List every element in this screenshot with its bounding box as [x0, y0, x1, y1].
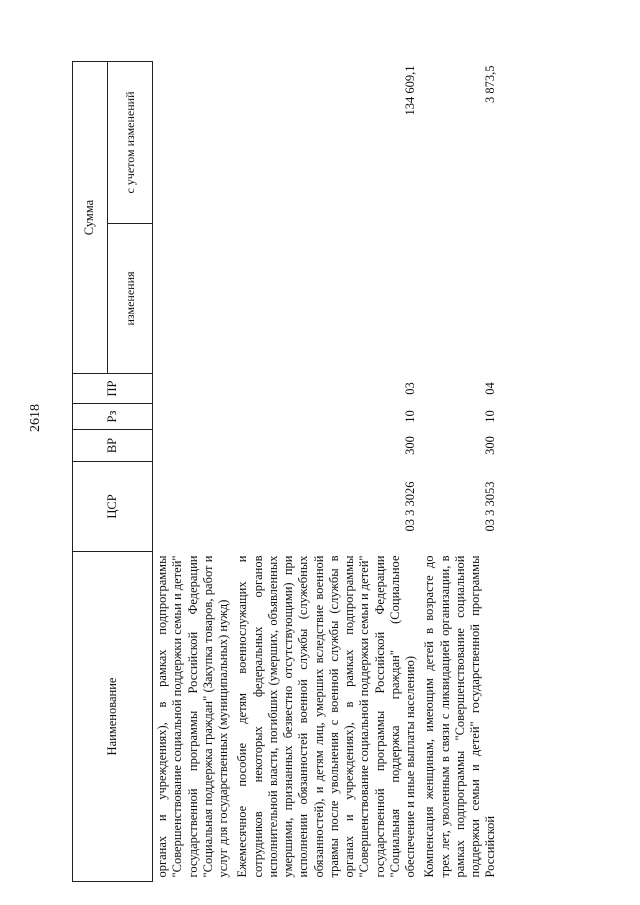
- header-csr: ЦСР: [73, 462, 153, 552]
- row-vr: 300: [483, 436, 498, 455]
- row-rz: 10: [483, 410, 498, 423]
- row-with-changes: [153, 62, 234, 224]
- page-number: 2618: [28, 404, 43, 432]
- table-row: [420, 62, 500, 882]
- row-csr: [153, 462, 234, 552]
- row-name: органах и учреждениях), в рамках подпрограммы "Совершенствование социальной поддержки семьи и детей" государственной программы Российской Федерации "Социальная поддержка граждан" (Закупка товаров, работ и услуг для государственных (муниципальных) нужд): [155, 555, 230, 878]
- header-with-changes: с учетом изменений: [108, 62, 153, 224]
- row-csr: 03 3 3053: [483, 481, 498, 532]
- row-pr: 04: [483, 382, 498, 395]
- row-pr: [153, 374, 234, 404]
- row-changes: [233, 224, 420, 374]
- row-rz: [153, 404, 234, 430]
- budget-sheet: [72, 62, 602, 882]
- header-name: Наименование: [73, 552, 153, 882]
- header-vr: ВР: [73, 430, 153, 462]
- row-name: Ежемесячное пособие детям военнослужащих и сотрудников некоторых федеральных органов исполнительной власти, погибших (умерших, объявленных умершими, признанных безвестно отсутствующими) при исполнении обязанностей военной службы (служебных обязанностей), и детям лиц, умерших вследствие военной травмы после увольнения с военной службы (службы в органах и учреждениях), в рамках подпрограммы "Совершенствование социальной поддержки семьи и детей" государственной программы Российской Федерации "Социальная поддержка граждан" (Социальное обеспечение и иные выплаты населению): [235, 555, 417, 878]
- budget-table: [72, 61, 501, 882]
- row-csr: 03 3 3026: [403, 481, 417, 532]
- row-vr: [153, 430, 234, 462]
- table-row: [233, 62, 420, 882]
- row-pr: 03: [403, 382, 417, 395]
- row-changes: [153, 224, 234, 374]
- header-pr: ПР: [73, 374, 153, 404]
- row-with-changes: 134 609,1: [403, 65, 417, 116]
- header-sum: Сумма: [73, 62, 108, 374]
- header-rz: Рз: [73, 404, 153, 430]
- row-rz: 10: [403, 410, 417, 423]
- row-name: Компенсация женщинам, имеющим детей в возрасте до трех лет, уволенным в связи с ликвидацией организации, в рамках подпрограммы "Совершенствование социальной поддержки семьи и детей" государственной программы Российской: [422, 555, 498, 878]
- row-with-changes: 3 873,5: [483, 65, 498, 103]
- row-vr: 300: [403, 436, 417, 455]
- header-changes: изменения: [108, 224, 153, 374]
- row-changes: [420, 224, 500, 374]
- table-row: [153, 62, 234, 882]
